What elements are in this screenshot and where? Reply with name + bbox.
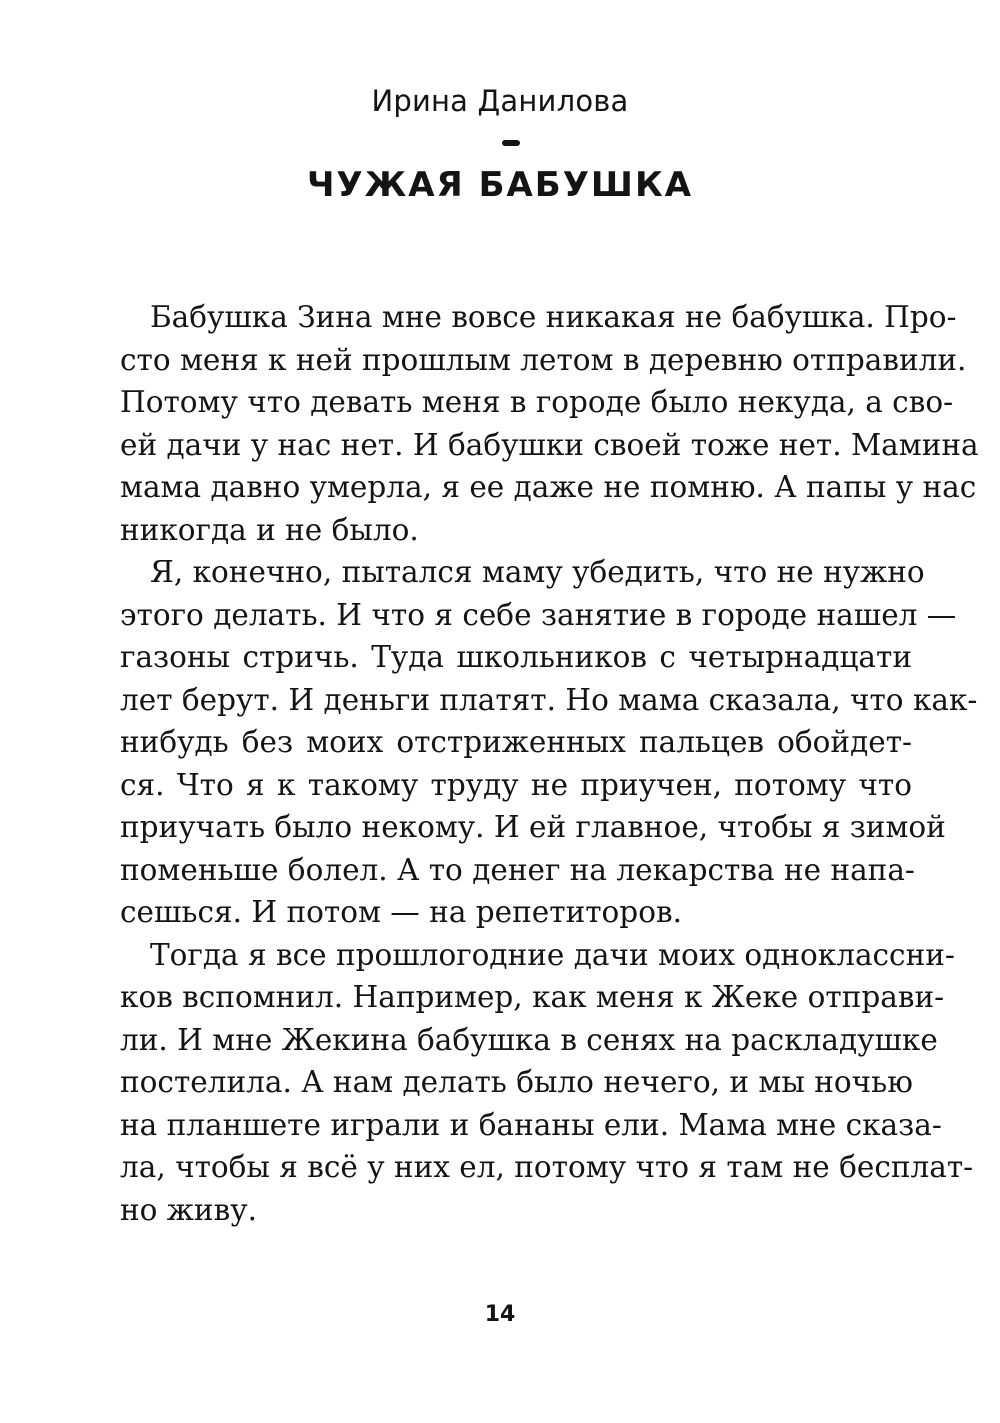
author-name: Ирина Данилова	[371, 84, 629, 118]
text-line: ли. И мне Жекина бабушка в сенях на раскладушке	[120, 1022, 938, 1057]
text-line: сто меня к ней прошлым летом в деревню отправили.	[120, 342, 967, 377]
text-line: нибудь без моих отстриженных пальцев обойдет-	[120, 725, 912, 759]
paragraph	[120, 296, 979, 551]
text-line: сешься. И потом — на репетиторов.	[120, 895, 682, 929]
text-line: постелила. А нам делать было нечего, и мы ночью	[120, 1065, 913, 1099]
text-line: этого делать. И что я себе занятие в городе нашел —	[120, 597, 957, 632]
text-line: ков вспомнил. Например, как меня к Жеке отправи-	[120, 980, 945, 1014]
text-line: Бабушка Зина мне вовсе никакая не бабушка. Про-	[150, 300, 957, 334]
page-number: 14	[484, 1302, 516, 1327]
text-line: мама давно умерла, я ее даже не помню. А папы у нас	[120, 470, 977, 504]
text-line: Я, конечно, пытался маму убедить, что не нужно	[150, 555, 925, 589]
text-line: Тогда я все прошлогодние дачи моих одноклассни-	[150, 937, 955, 972]
text-line: поменьше болел. А то денег на лекарства не напа-	[120, 852, 915, 887]
paragraph	[120, 934, 974, 1232]
chapter-title: ЧУЖАЯ БАБУШКА	[306, 165, 694, 205]
ornament-divider	[502, 140, 520, 146]
text-line: газоны стричь. Туда школьников с четырнадцати	[120, 640, 912, 674]
text-line: приучать было некому. И ей главное, чтобы я зимой	[120, 810, 946, 844]
paragraph	[120, 551, 978, 934]
text-line: ей дачи у нас нет. И бабушки своей тоже нет. Мамина	[120, 427, 979, 462]
text-line: ся. Что я к такому труду не приучен, потому что	[120, 767, 912, 802]
text-line: никогда и не было.	[120, 512, 419, 547]
text-line: на планшете играли и бананы ели. Мама мне сказа-	[120, 1107, 942, 1142]
text-line: Потому что девать меня в городе было некуда, а сво-	[120, 385, 954, 419]
text-line: ла, чтобы я всё у них ел, потому что я там не бесплат-	[120, 1150, 974, 1184]
text-line: но живу.	[120, 1192, 257, 1227]
body-text	[120, 296, 979, 1231]
text-line: лет берут. И деньги платят. Но мама сказала, что как-	[120, 682, 978, 717]
